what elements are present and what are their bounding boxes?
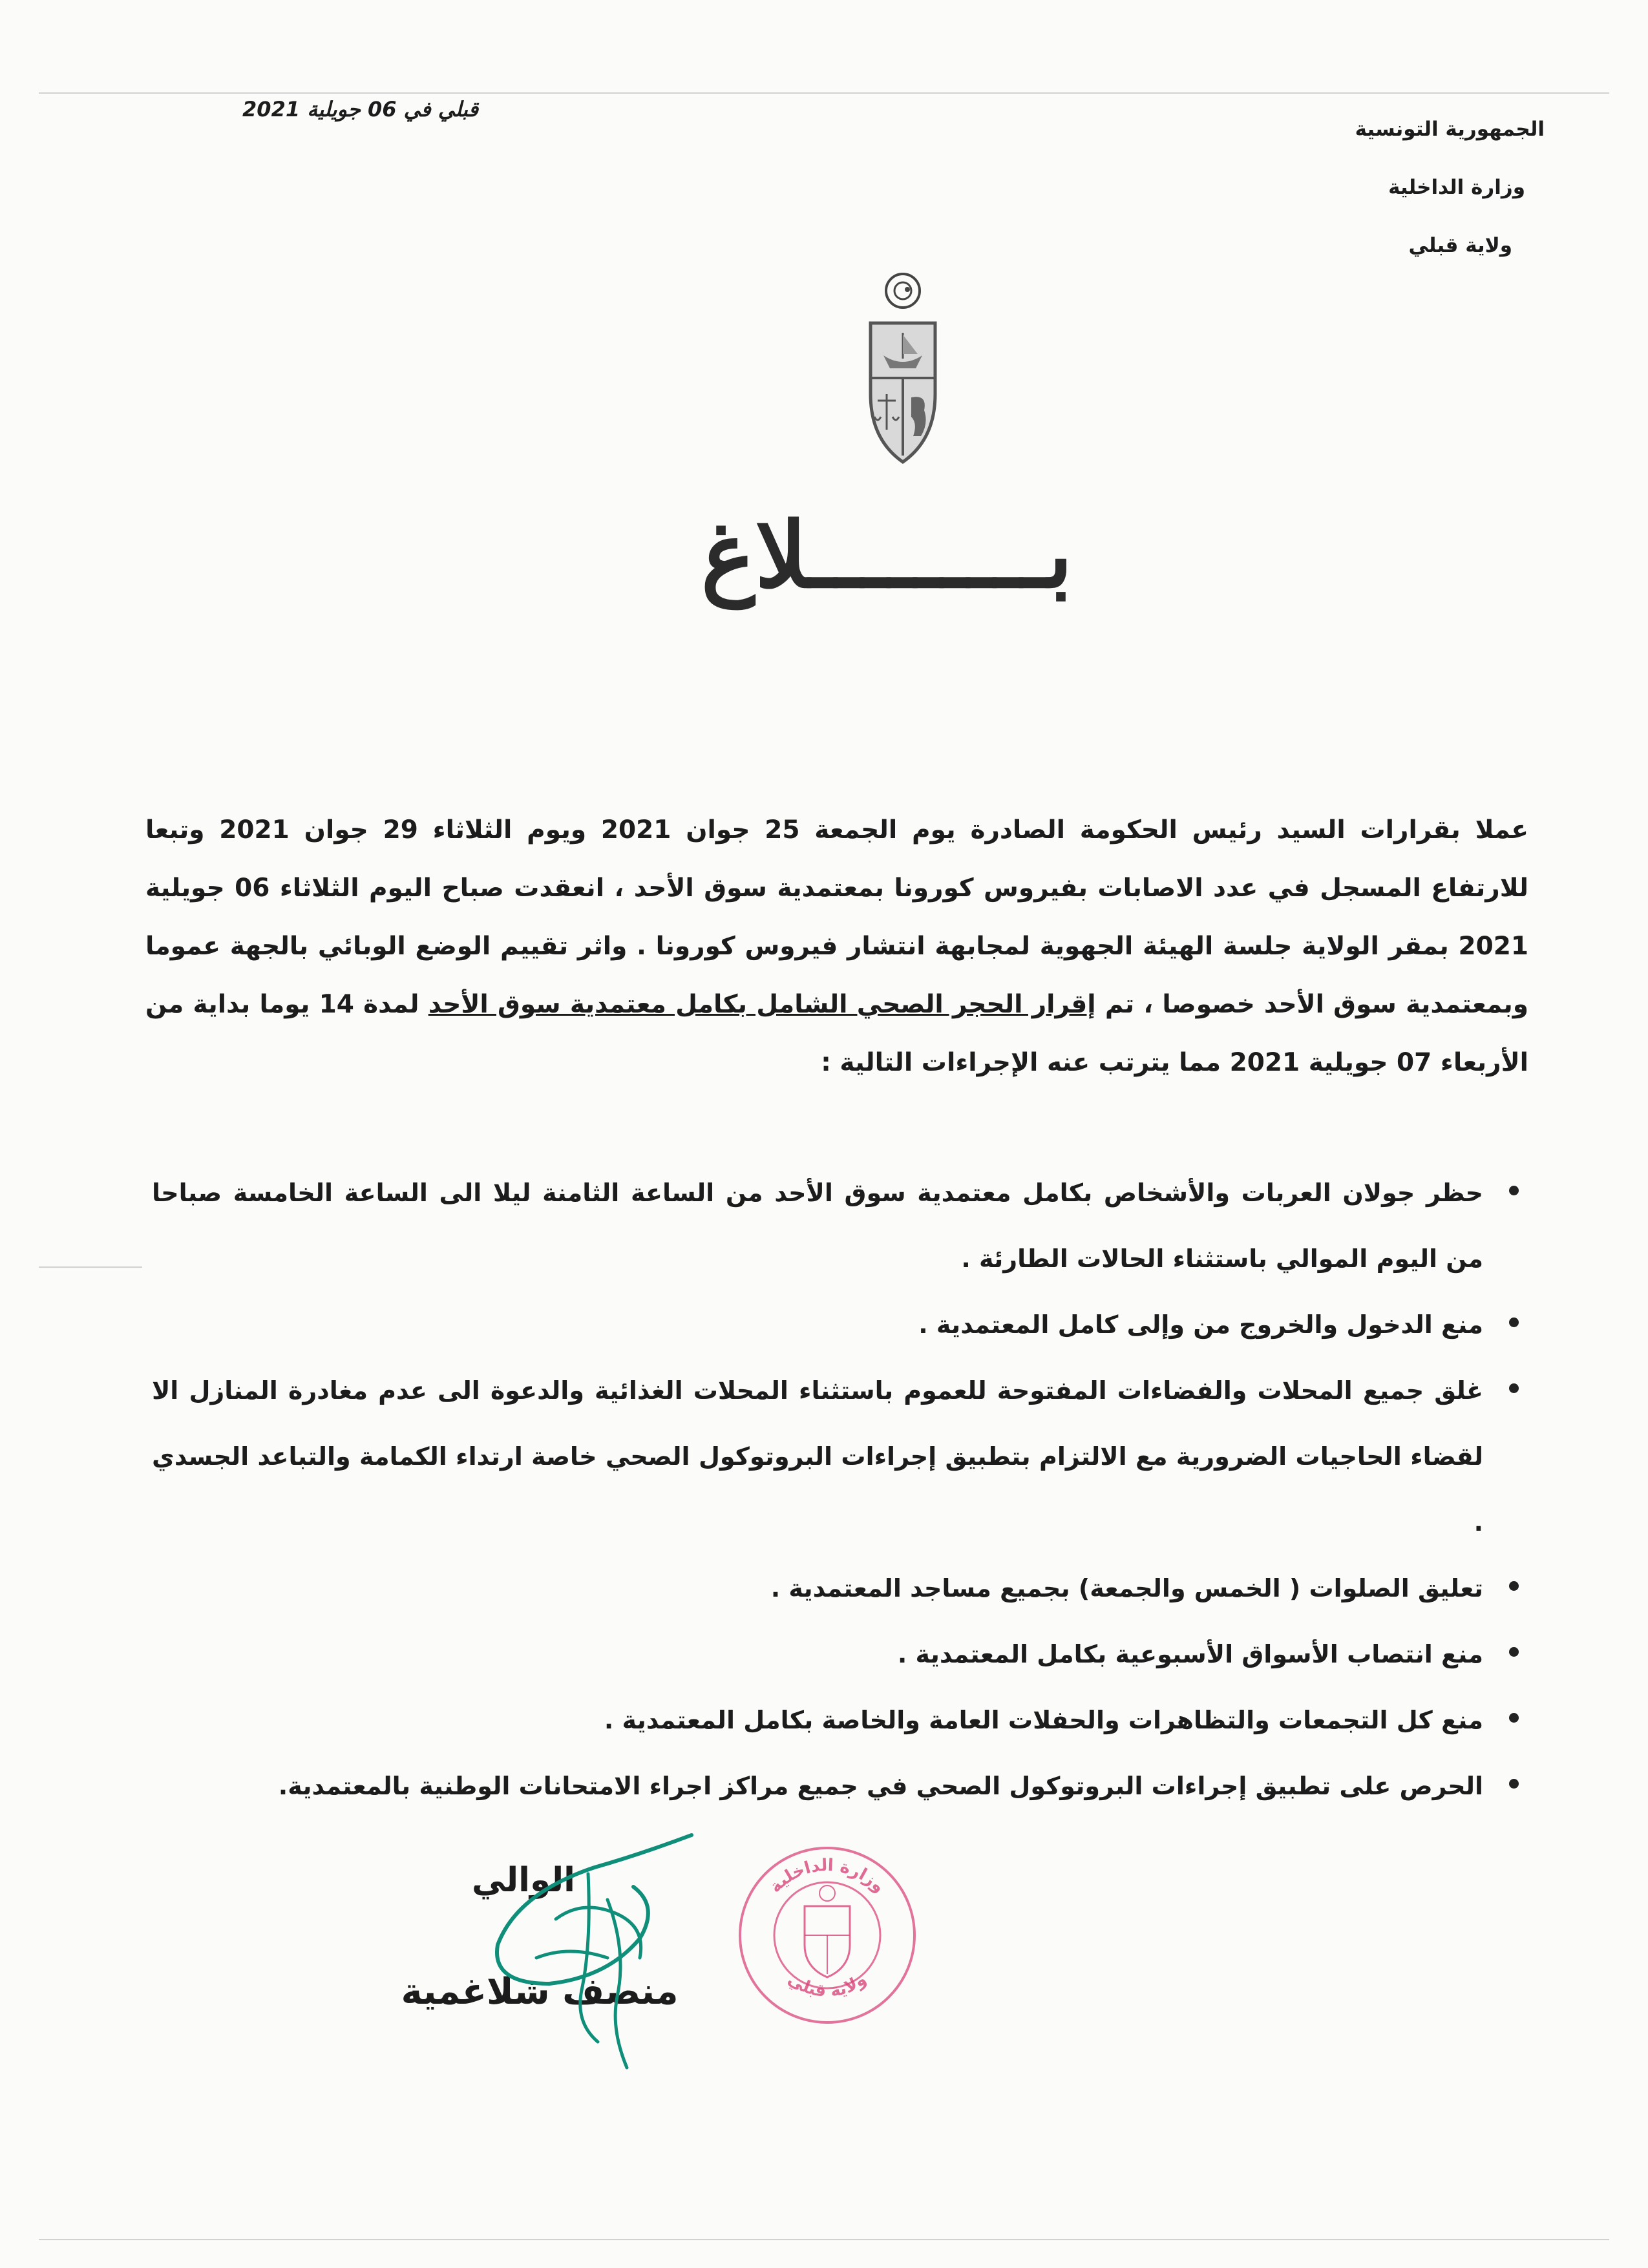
bullet-icon: [1509, 1318, 1519, 1327]
letterhead-governorate: ولاية قبلي: [1408, 234, 1512, 257]
list-item: تعليق الصلوات ( الخمس والجمعة) بجميع مساجد المعتمدية .: [152, 1555, 1483, 1621]
bullet-icon: [1509, 1383, 1519, 1393]
list-item: حظر جولان العربات والأشخاص بكامل معتمدية سوق الأحد من الساعة الثامنة ليلا الى الساعة الخامسة صباحا من اليوم الموالي باستثناء الحالات الطارئة .: [152, 1160, 1483, 1292]
body-intro: عملا بقرارات السيد رئيس الحكومة الصادرة يوم الجمعة 25 جوان 2021 ويوم الثلاثاء 29 جوان 2021 وتبعا للارتفاع المسجل في عدد الاصابات بفيروس كورونا بمعتمدية سوق الأحد ، انعقدت صباح اليوم الثلاثاء 06 جويلية 2021 بمقر الولاية جلسة الهيئة الجهوية لمجابهة انتشار فيروس كورونا . واثر تقييم الوضع الوبائي بالجهة عموما وبمعتمدية سوق الأحد خصوصا ، تم: [145, 815, 1529, 1019]
svg-text:ولاية قبلي: [785, 1969, 870, 2001]
bullet-icon: [1509, 1779, 1519, 1789]
coat-of-arms-icon: [856, 271, 950, 472]
scan-mid-line: [39, 1266, 142, 1268]
document-date: قبلي في 06 جويلية 2021: [242, 97, 478, 121]
bullet-icon: [1509, 1186, 1519, 1195]
body-duration: لمدة 14 يوما بداية من الأربعاء 07 جويلية 2021 مما يترتب عنه الإجراءات التالية :: [145, 990, 1528, 1077]
document-title: بـــــــــلاغ: [701, 503, 1073, 609]
list-item: منع الدخول والخروج من وإلى كامل المعتمدية .: [152, 1292, 1483, 1358]
list-item: الحرص على تطبيق إجراءات البروتوكول الصحي في جميع مراكز اجراء الامتحانات الوطنية بالمعتمدية.: [152, 1753, 1483, 1819]
handwritten-signature-icon: [478, 1829, 711, 2074]
stamp-governorate-text: ولاية قبلي: [784, 1969, 871, 2001]
letterhead: [1092, 113, 1545, 262]
svg-text:وزارة الداخلية: [766, 1856, 889, 1896]
measures-list: [152, 1160, 1483, 1819]
official-stamp: [730, 1842, 924, 2029]
list-item: منع انتصاب الأسواق الأسبوعية بكامل المعتمدية .: [152, 1621, 1483, 1687]
stamp-ministry-text: وزارة الداخلية: [766, 1855, 889, 1897]
letterhead-republic: الجمهورية التونسية: [1355, 118, 1545, 141]
letterhead-ministry: وزارة الداخلية: [1388, 176, 1525, 199]
list-item: غلق جميع المحلات والفضاءات المفتوحة للعموم باستثناء المحلات الغذائية والدعوة الى عدم مغادرة المنازل الا لقضاء الحاجيات الضرورية مع الالتزام بتطبيق إجراءات البروتوكول الصحي خاصة ارتداء الكمامة والتباعد الجسدي .: [152, 1358, 1483, 1555]
signatory-title: الوالي: [472, 1861, 575, 1900]
signatory-name: منصف شلاغمية: [401, 1971, 679, 2013]
scan-top-line: [39, 92, 1609, 94]
scan-bottom-line: [39, 2239, 1609, 2240]
bullet-icon: [1509, 1713, 1519, 1723]
body-lockdown-decision: إقرار الحجر الصحي الشامل بكامل معتمدية سوق الأحد: [428, 990, 1096, 1019]
bullet-icon: [1509, 1647, 1519, 1657]
list-item: منع كل التجمعات والتظاهرات والحفلات العامة والخاصة بكامل المعتمدية .: [152, 1687, 1483, 1753]
bullet-icon: [1509, 1581, 1519, 1591]
announcement-body: [145, 801, 1528, 1092]
